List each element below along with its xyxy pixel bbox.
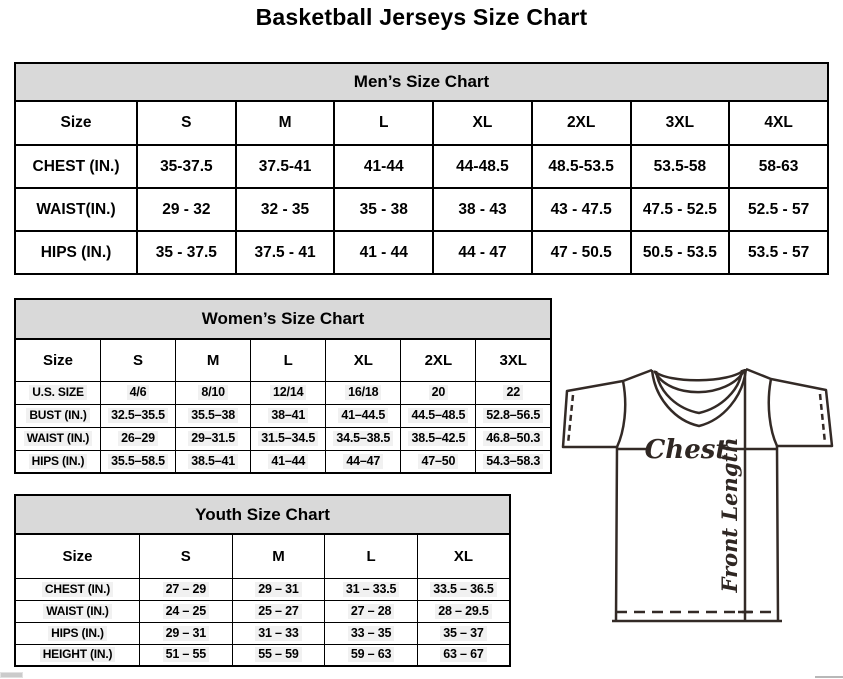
size-value xyxy=(176,381,251,404)
corner-header-text: Size xyxy=(60,114,92,131)
column-header xyxy=(236,101,335,145)
youth-size-chart xyxy=(14,494,511,667)
size-value xyxy=(137,188,236,231)
table-row xyxy=(15,644,510,666)
size-value-text: 37.5 - 41 xyxy=(254,243,316,261)
table-row xyxy=(15,188,828,231)
size-value-text: 38–41 xyxy=(268,408,308,423)
size-value-text: 33.5 – 36.5 xyxy=(430,582,496,597)
size-value xyxy=(433,231,532,274)
size-value xyxy=(476,450,551,473)
size-value xyxy=(631,145,730,188)
size-value-text: 28 – 29.5 xyxy=(435,604,491,619)
size-value xyxy=(401,427,476,450)
size-value-text: 35 - 37.5 xyxy=(155,243,217,261)
column-header-text: M xyxy=(206,351,220,369)
page-title: Basketball Jerseys Size Chart xyxy=(255,4,588,30)
size-value xyxy=(176,450,251,473)
size-value xyxy=(232,622,325,644)
size-value-text: 43 - 47.5 xyxy=(550,200,612,218)
column-header-text: 3XL xyxy=(499,351,527,369)
size-value xyxy=(140,644,233,666)
size-value xyxy=(476,381,551,404)
column-header-text: 2XL xyxy=(424,351,453,369)
size-value xyxy=(140,600,233,622)
column-header-text: XL xyxy=(453,547,474,565)
size-value-text: 41–44.5 xyxy=(338,408,388,423)
size-value-text: 24 – 25 xyxy=(163,604,209,619)
size-value xyxy=(401,381,476,404)
size-value-text: 52.8–56.5 xyxy=(483,408,543,423)
size-value-text: 41–44 xyxy=(268,454,308,469)
size-value-text: 29 – 31 xyxy=(163,626,209,641)
column-header xyxy=(326,339,401,381)
size-value xyxy=(401,404,476,427)
size-value xyxy=(326,381,401,404)
size-value xyxy=(232,644,325,666)
size-value xyxy=(417,600,510,622)
row-label-text: CHEST (IN.) xyxy=(42,582,113,597)
size-value xyxy=(334,231,433,274)
front-length-label: Front Length xyxy=(717,437,742,593)
row-label xyxy=(15,381,101,404)
row-label-text: WAIST (IN.) xyxy=(43,604,111,619)
size-value-text: 26–29 xyxy=(118,431,158,446)
size-value xyxy=(101,450,176,473)
row-label xyxy=(15,231,137,274)
size-value xyxy=(236,231,335,274)
row-label-text: HIPS (IN.) xyxy=(29,454,88,469)
row-label xyxy=(15,622,140,644)
column-header-text: XL xyxy=(353,351,373,369)
mens-size-table xyxy=(14,100,829,275)
size-value-text: 59 – 63 xyxy=(348,647,394,662)
size-value xyxy=(433,145,532,188)
size-value-text: 38.5–42.5 xyxy=(408,431,468,446)
womens-size-table xyxy=(14,338,552,474)
size-value-text: 54.3–58.3 xyxy=(483,454,543,469)
size-value xyxy=(631,188,730,231)
table-row xyxy=(15,622,510,644)
size-value-text: 50.5 - 53.5 xyxy=(642,243,717,261)
row-label xyxy=(15,450,101,473)
corner-header xyxy=(15,339,101,381)
size-value-text: 58-63 xyxy=(758,157,799,175)
size-value xyxy=(325,600,418,622)
size-value-text: 22 xyxy=(503,385,523,400)
column-header-text: L xyxy=(379,114,389,131)
jersey-measurement-diagram xyxy=(556,357,843,625)
size-value-text: 35.5–38 xyxy=(188,408,238,423)
size-value-text: 25 – 27 xyxy=(255,604,301,619)
size-value-text: 35 – 37 xyxy=(440,626,486,641)
size-value-text: 44 - 47 xyxy=(458,243,507,261)
size-value-text: 48.5-53.5 xyxy=(548,157,614,175)
column-header-text: S xyxy=(133,351,144,369)
column-header xyxy=(251,339,326,381)
size-value xyxy=(326,450,401,473)
size-value xyxy=(236,188,335,231)
size-value xyxy=(334,188,433,231)
size-value-text: 31 – 33.5 xyxy=(343,582,399,597)
size-value xyxy=(433,188,532,231)
size-value xyxy=(729,188,828,231)
table-row xyxy=(15,578,510,600)
column-header xyxy=(729,101,828,145)
youth-chart-title: Youth Size Chart xyxy=(14,494,511,533)
youth-size-table xyxy=(14,533,511,667)
scrollbar-track-fragment xyxy=(815,676,843,678)
row-label-text: BUST (IN.) xyxy=(26,408,89,423)
row-label xyxy=(15,145,137,188)
size-value-text: 4/6 xyxy=(127,385,150,400)
size-value-text: 47 - 50.5 xyxy=(550,243,612,261)
size-value xyxy=(232,578,325,600)
horizontal-scrollbar-thumb[interactable] xyxy=(0,672,23,678)
column-header xyxy=(140,534,233,578)
row-label-text: CHEST (IN.) xyxy=(32,157,120,175)
size-value-text: 37.5-41 xyxy=(258,157,312,175)
size-value-text: 27 – 28 xyxy=(348,604,394,619)
table-header-row xyxy=(15,534,510,578)
size-value-text: 32 - 35 xyxy=(260,200,310,218)
table-row xyxy=(15,404,551,427)
size-value-text: 41 - 44 xyxy=(359,243,408,261)
table-row xyxy=(15,145,828,188)
size-value xyxy=(176,404,251,427)
size-value-text: 44.5–48.5 xyxy=(408,408,468,423)
size-value xyxy=(236,145,335,188)
column-header xyxy=(176,339,251,381)
corner-header-text: Size xyxy=(42,351,73,369)
row-label xyxy=(15,427,101,450)
size-value xyxy=(137,145,236,188)
size-value xyxy=(334,145,433,188)
row-label xyxy=(15,644,140,666)
corner-header xyxy=(15,101,137,145)
column-header-text: L xyxy=(366,547,376,565)
column-header-text: M xyxy=(272,547,285,565)
column-header-text: 4XL xyxy=(764,114,793,131)
column-header xyxy=(433,101,532,145)
size-value-text: 12/14 xyxy=(270,385,306,400)
table-row xyxy=(15,450,551,473)
size-value xyxy=(251,427,326,450)
column-header xyxy=(101,339,176,381)
size-value-text: 41-44 xyxy=(363,157,404,175)
size-value xyxy=(476,427,551,450)
size-value xyxy=(326,404,401,427)
size-value xyxy=(137,231,236,274)
size-value-text: 31.5–34.5 xyxy=(258,431,318,446)
size-value-text: 35 - 38 xyxy=(359,200,408,218)
row-label xyxy=(15,578,140,600)
size-value xyxy=(101,404,176,427)
row-label xyxy=(15,600,140,622)
size-value xyxy=(476,404,551,427)
column-header xyxy=(137,101,236,145)
size-value xyxy=(729,231,828,274)
size-value-text: 47–50 xyxy=(418,454,458,469)
size-value-text: 8/10 xyxy=(198,385,228,400)
size-value xyxy=(417,644,510,666)
column-header xyxy=(401,339,476,381)
size-value xyxy=(251,404,326,427)
size-value xyxy=(631,231,730,274)
mens-size-chart xyxy=(14,62,829,275)
size-value-text: 20 xyxy=(429,385,449,400)
size-value-text: 53.5-58 xyxy=(653,157,707,175)
column-header-text: M xyxy=(278,114,292,131)
mens-chart-title: Men’s Size Chart xyxy=(14,62,829,100)
size-value-text: 44–47 xyxy=(343,454,383,469)
size-value xyxy=(401,450,476,473)
table-header-row xyxy=(15,339,551,381)
column-header-text: 2XL xyxy=(566,114,596,131)
column-header-text: 3XL xyxy=(665,114,695,131)
size-value-text: 55 – 59 xyxy=(255,647,301,662)
size-value xyxy=(532,145,631,188)
womens-chart-title: Women’s Size Chart xyxy=(14,298,552,338)
row-label-text: WAIST(IN.) xyxy=(36,200,116,218)
size-value xyxy=(325,578,418,600)
size-value-text: 35-37.5 xyxy=(160,157,213,175)
row-label-text: HEIGHT (IN.) xyxy=(40,647,116,662)
row-label-text: U.S. SIZE xyxy=(29,385,87,400)
size-value xyxy=(251,450,326,473)
size-value-text: 35.5–58.5 xyxy=(108,454,168,469)
column-header xyxy=(325,534,418,578)
size-value xyxy=(532,231,631,274)
size-value xyxy=(251,381,326,404)
column-header xyxy=(417,534,510,578)
size-value xyxy=(325,622,418,644)
column-header xyxy=(532,101,631,145)
size-value-text: 34.5–38.5 xyxy=(333,431,393,446)
size-value xyxy=(176,427,251,450)
corner-header xyxy=(15,534,140,578)
size-value-text: 47.5 - 52.5 xyxy=(642,200,717,218)
size-value-text: 63 – 67 xyxy=(440,647,486,662)
size-value xyxy=(326,427,401,450)
size-value-text: 52.5 - 57 xyxy=(748,200,810,218)
jersey-outline xyxy=(563,369,832,621)
column-header-text: L xyxy=(283,351,293,369)
size-value xyxy=(101,427,176,450)
size-value-text: 29 – 31 xyxy=(255,582,301,597)
size-value xyxy=(232,600,325,622)
size-value-text: 27 – 29 xyxy=(163,582,209,597)
size-value xyxy=(140,578,233,600)
row-label-text: HIPS (IN.) xyxy=(48,626,107,641)
womens-size-chart xyxy=(14,298,552,474)
size-value xyxy=(417,578,510,600)
row-label-text: WAIST (IN.) xyxy=(24,431,92,446)
size-value xyxy=(417,622,510,644)
chest-label: Chest xyxy=(644,435,728,465)
size-value-text: 51 – 55 xyxy=(163,647,209,662)
table-row xyxy=(15,600,510,622)
size-value-text: 29–31.5 xyxy=(188,431,238,446)
size-value xyxy=(532,188,631,231)
size-value-text: 16/18 xyxy=(345,385,381,400)
row-label-text: HIPS (IN.) xyxy=(40,243,112,261)
column-header-text: XL xyxy=(472,114,493,131)
size-value-text: 33 – 35 xyxy=(348,626,394,641)
size-value-text: 32.5–35.5 xyxy=(108,408,168,423)
size-value xyxy=(101,381,176,404)
table-row xyxy=(15,427,551,450)
size-value xyxy=(140,622,233,644)
corner-header-text: Size xyxy=(62,547,93,565)
table-header-row xyxy=(15,101,828,145)
size-value-text: 53.5 - 57 xyxy=(748,243,810,261)
column-header xyxy=(476,339,551,381)
table-row xyxy=(15,231,828,274)
column-header xyxy=(334,101,433,145)
column-header xyxy=(631,101,730,145)
column-header xyxy=(232,534,325,578)
size-value-text: 31 – 33 xyxy=(255,626,301,641)
size-value-text: 38.5–41 xyxy=(188,454,238,469)
column-header-text: S xyxy=(181,114,192,131)
row-label xyxy=(15,188,137,231)
column-header-text: S xyxy=(180,547,191,565)
size-value-text: 29 - 32 xyxy=(162,200,211,218)
size-value xyxy=(325,644,418,666)
table-row xyxy=(15,381,551,404)
size-value-text: 38 - 43 xyxy=(458,200,507,218)
size-value xyxy=(729,145,828,188)
row-label xyxy=(15,404,101,427)
size-value-text: 44-48.5 xyxy=(456,157,509,175)
size-value-text: 46.8–50.3 xyxy=(483,431,543,446)
